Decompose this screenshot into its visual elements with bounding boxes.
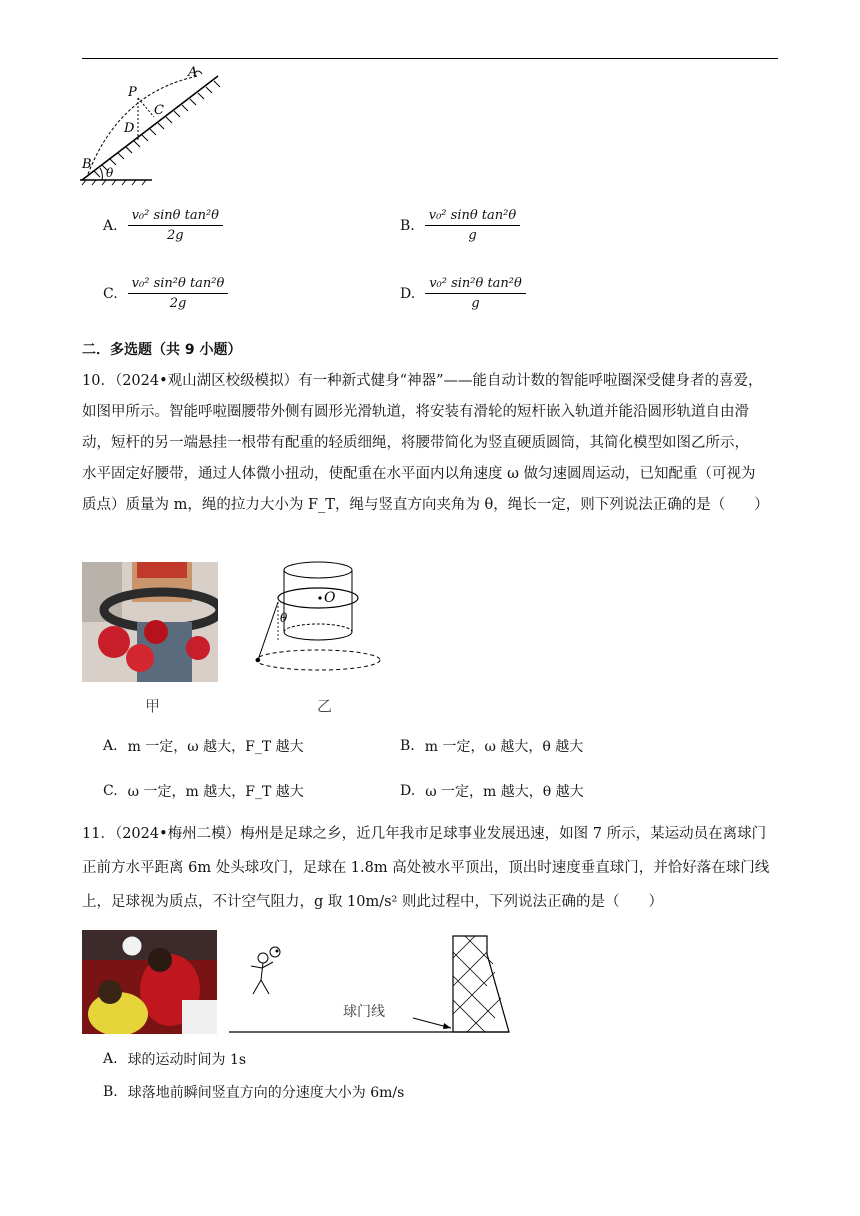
numerator: v₀² sinθ tan²θ [128, 208, 223, 226]
option-letter: D. [400, 285, 416, 302]
label-theta: θ [106, 166, 114, 180]
option-letter: A. [103, 738, 118, 754]
header-rule [82, 58, 778, 59]
q11-stem [82, 817, 782, 919]
option-text: m 一定，ω 越大，θ 越大 [424, 739, 584, 755]
goal-line-label: 球门线 [343, 1004, 385, 1020]
option-letter: B. [400, 217, 415, 234]
numerator: v₀² sin²θ tan²θ [128, 276, 229, 294]
option-text: 球落地前瞬间竖直方向的分速度大小为 6m/s [127, 1085, 405, 1101]
section-title: 二．多选题（共 9 小题） [82, 342, 242, 358]
denominator: 2g [166, 228, 184, 243]
option-letter: B. [103, 1084, 118, 1100]
caption-jia: 甲 [145, 697, 161, 715]
fraction [425, 276, 526, 311]
q10-option-a[interactable] [103, 736, 304, 756]
q9-option-d[interactable] [400, 276, 526, 311]
cylinder-cone-figure [250, 560, 410, 690]
option-text: m 一定，ω 越大，F_T 越大 [127, 739, 304, 755]
option-letter: A. [103, 217, 118, 234]
q10-option-c[interactable] [103, 781, 304, 801]
stem-line: 上，足球视为质点，不计空气阻力，g 取 10m/s² 则此过程中，下列说法正确的是（ ） [82, 894, 663, 910]
q11-option-b[interactable] [103, 1082, 404, 1102]
stem-line: 如图甲所示。智能呼啦圈腰带外侧有圆形光滑轨道，将安装有滑轮的短杆嵌入轨道并能沿圆形轨道自由滑 [82, 404, 749, 420]
caption-yi: 乙 [317, 697, 333, 715]
label-theta: θ [280, 611, 288, 625]
option-text: ω 一定，m 越大，F_T 越大 [127, 784, 304, 800]
stem-line: 正前方水平距离 6m 处头球攻门，足球在 1.8m 高处被水平顶出，顶出时速度垂直球门，并恰好落在球门线 [82, 860, 770, 876]
q10-option-b[interactable] [400, 736, 583, 756]
q10-option-d[interactable] [400, 781, 584, 801]
q9-option-c[interactable] [103, 276, 228, 311]
q9-option-a[interactable] [103, 208, 223, 243]
label-O: O [324, 590, 336, 606]
option-letter: C. [103, 783, 118, 799]
option-text: ω 一定，m 越大，θ 越大 [425, 784, 584, 800]
q9-option-b[interactable] [400, 208, 520, 243]
option-letter: D. [400, 783, 416, 799]
hula-hoop-photo [82, 562, 218, 682]
option-letter: A. [103, 1051, 118, 1067]
option-letter: B. [400, 738, 415, 754]
numerator: v₀² sinθ tan²θ [425, 208, 520, 226]
q10-stem [82, 366, 782, 521]
stem-line: 动，短杆的另一端悬挂一根带有配重的轻质细绳，将腰带简化为竖直硬质圆筒，其简化模型如图乙所示， [82, 435, 749, 451]
denominator: g [468, 228, 477, 243]
incline-projectile-figure [80, 62, 230, 186]
denominator: 2g [169, 296, 187, 311]
numerator: v₀² sin²θ tan²θ [425, 276, 526, 294]
label-A: A [188, 65, 198, 80]
denominator: g [471, 296, 480, 311]
stem-line: 质点）质量为 m，绳的拉力大小为 F_T，绳与竖直方向夹角为 θ，绳长一定，则下列说法正确的是（ ） [82, 497, 769, 513]
stem-line: 10．（2024•观山湖区校级模拟）有一种新式健身“神器”——能自动计数的智能呼啦圈深受健身者的喜爱， [82, 373, 763, 389]
label-B: B [82, 157, 92, 172]
goal-schematic [225, 932, 515, 1036]
label-D: D [124, 121, 135, 136]
option-text: 球的运动时间为 1s [127, 1052, 247, 1068]
stem-line: 水平固定好腰带，通过人体微小扭动，使配重在水平面内以角速度 ω 做匀速圆周运动，已知配重（可视为 [82, 466, 756, 482]
fraction [425, 208, 520, 243]
football-header-photo [82, 930, 217, 1034]
label-P: P [128, 85, 137, 100]
fraction [128, 208, 223, 243]
q11-option-a[interactable] [103, 1049, 246, 1069]
option-letter: C. [103, 285, 118, 302]
stem-line: 11．（2024•梅州二模）梅州是足球之乡，近几年我市足球事业发展迅速，如图 7 所示，某运动员在离球门 [82, 826, 767, 842]
fraction [128, 276, 229, 311]
label-C: C [154, 103, 164, 118]
